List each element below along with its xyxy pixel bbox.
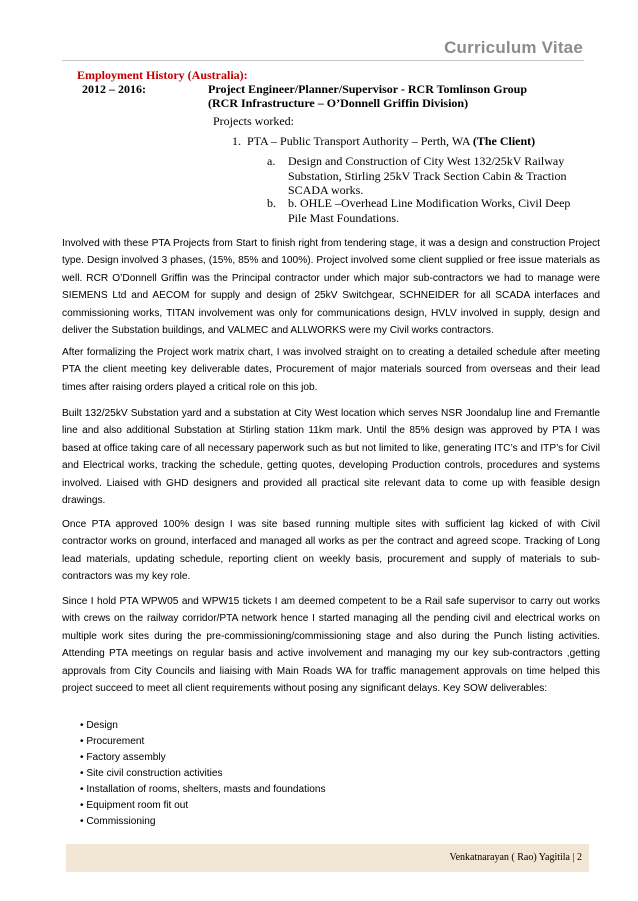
list-item: • Factory assembly [80,752,166,763]
deliverables-list [80,718,326,830]
list-item: • Installation of rooms, shelters, masts and foundations [80,784,326,795]
paragraph-3: Built 132/25kV Substation yard and a substation at City West location which serves NSR Joondalup line and Fremantle line and also additional Substation at Stirling station 11km mark. Until the 85% design was approved by PTA I was based at office taking care of all necessary paperwork such as but not limited to like, generating ITC’s and ITP’s for Civil and Electrical works, tracking the schedule, getting quotes, developing Production controls, procedures and systems involved. Liaised with GHD designers and provided all practical site relevant data to come up with feasible design drawings. [62,408,600,507]
employment-years: 2012 – 2016: [82,82,146,96]
paragraph-5: Since I hold PTA WPW05 and WPW15 tickets I am deemed competent to be a Rail safe supervisor to carry out works with crews on the railway corridor/PTA network hence I started managing all the pending civil and electrical works on multiple work sites during the pre-commissioning/commissioning stage and also during the Punch listing activities. Attending PTA meetings on regular basis and active involvement and managing my our key sub-contractors ,getting approvals from City Councils and liaising with Main Roads WA for traffic management approvals on time helped this project succeed to meet all client requirements without posing any significant delays. Key SOW deliverables: [62,596,600,695]
project-number: 1. [232,134,241,148]
document-title: Curriculum Vitae [444,38,583,57]
subitem-letter: b. [267,196,276,210]
list-item: • Commissioning [80,816,156,827]
subitem-letter: a. [267,154,276,168]
role-line-1: Project Engineer/Planner/Supervisor - RCR Tomlinson Group [208,82,528,96]
header-rule [62,60,584,61]
subitem-text: Design and Construction of City West 132/25kV Railway Substation, Stirling 25kV Track Section Cabin & Traction SCADA works. [288,154,567,197]
project-item-1 [232,134,535,149]
footer-text: Venkatnarayan ( Rao) Yagitila | 2 [449,852,582,863]
list-item: • Site civil construction activities [80,768,223,779]
list-item: • Equipment room fit out [80,800,189,811]
subitem-text: b. OHLE –Overhead Line Modification Works, Civil Deep Pile Mast Foundations. [288,196,571,225]
employment-heading: Employment History (Australia): [77,68,248,82]
projects-label: Projects worked: [213,114,294,128]
list-item: • Procurement [80,736,145,747]
list-item: • Design [80,720,118,731]
role-line-2: (RCR Infrastructure – O’Donnell Griffin Division) [208,96,469,110]
paragraph-1: Involved with these PTA Projects from Start to finish right from tendering stage, it was a design and construction Project type. Design involved 3 phases, (15%, 85% and 100%). Project involved some client supplied or free issue materials as well. RCR O’Donnell Griffin was the Principal contractor under which major sub-contractors we had to manage were SIEMENS Ltd and AECOM for supply and design of 25kV Switchgear, SCHNEIDER for all SCADA interfaces and commissioning works, TITAN involvement was only for communications design, HVLV involved in supply, design and deliver the Substation buildings, and VALMEC and ALLWORKS were my Civil works contractors. [62,238,600,337]
paragraph-4: Once PTA approved 100% design I was site based running multiple sites with sufficient lag kicked of with Civil contractor works on ground, interfaced and managed all works as per the contract and agreed scope. Tracking of Long lead materials, updating schedule, reporting client on weekly basis, procurement and supply of materials to sub-contractors was my key role. [62,519,600,583]
project-text: PTA – Public Transport Authority – Perth, WA [247,134,470,148]
employment-role [208,82,527,110]
paragraph-2: After formalizing the Project work matrix chart, I was involved straight on to creating a detailed schedule after meeting PTA the client meeting key deliverable dates, Procurement of major materials sourced from overseas and their lead times after raising orders played a critical role on this job. [62,347,600,393]
project-client: (The Client) [472,134,536,148]
